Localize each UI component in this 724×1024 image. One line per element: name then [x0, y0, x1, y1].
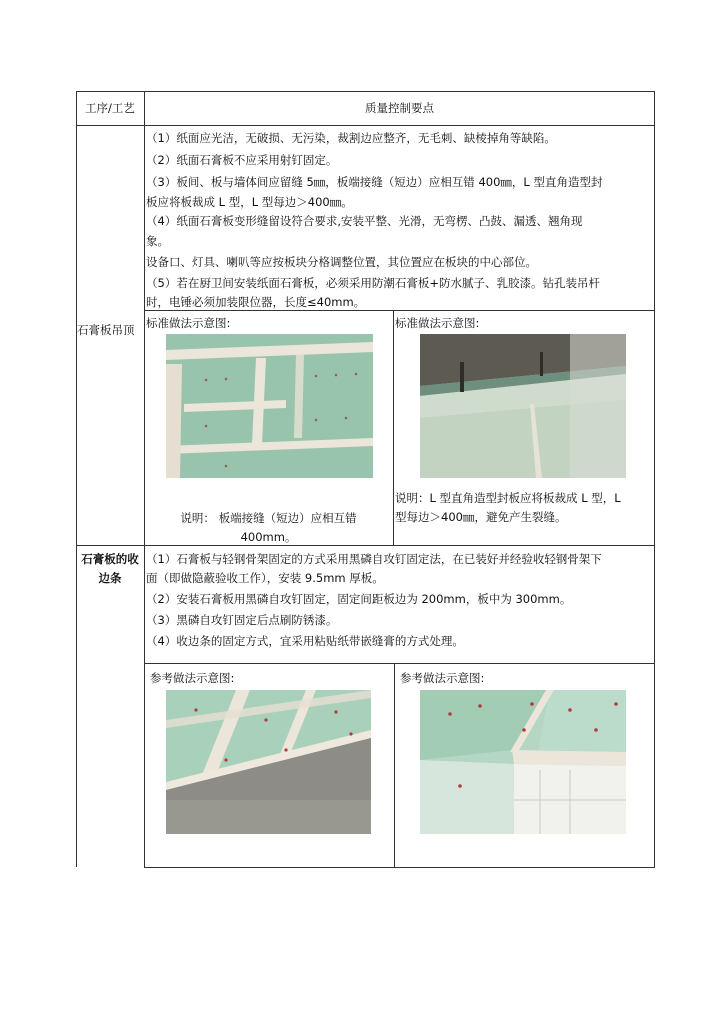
section2-name-line2: 边条 [98, 571, 122, 585]
s1-point-2: （2）纸面石膏板不应采用射钉固定。 [146, 153, 338, 167]
photo-edge-strip-wall [166, 690, 371, 834]
s1-point-5b: 时，电锤必须加装限位器，长度≤40mm。 [146, 295, 366, 309]
s2-right-caption: 参考做法示意图: [400, 671, 485, 685]
s1-right-note-2: 型每边＞400㎜，避免产生裂缝。 [395, 510, 567, 524]
header-process: 工序/工艺 [85, 101, 135, 115]
s2-point-2: （2）安装石膏板用黑磷自攻钉固定，固定间距板边为 200mm，板中为 300mm。 [146, 592, 572, 606]
s2-left-caption: 参考做法示意图: [150, 671, 235, 685]
s1-left-caption: 标准做法示意图: [146, 316, 231, 330]
s1-point-5a: （5）若在厨卫间安装纸面石膏板，必须采用防潮石膏板+防水腻子、乳胶漆。钻孔装吊杆 [146, 276, 600, 290]
header-quality-points: 质量控制要点 [365, 101, 434, 115]
s1-right-caption: 标准做法示意图: [395, 316, 480, 330]
table-left-border [76, 91, 77, 867]
s1-point-4a: （4）纸面石膏板变形缝留设符合要求,安装平整、光滑，无弯楞、凸鼓、漏透、翘角现 [146, 214, 583, 228]
table-top-border [76, 91, 655, 92]
section2-name-line1: 石膏板的收 [81, 552, 139, 566]
s1-point-1: （1）纸面应光洁，无破损、无污染，裁割边应整齐，无毛刺、缺棱掉角等缺陷。 [146, 131, 556, 145]
section1-image-divider [393, 310, 394, 545]
s2-point-3: （3）黑磷自攻钉固定后点刷防锈漆。 [146, 613, 338, 627]
s1-point-3b: 板应将板裁成 L 型，L 型每边＞400㎜。 [146, 195, 353, 209]
header-bottom-border [76, 125, 655, 126]
s2-point-4: （4）收边条的固定方式，宜采用粘贴纸带嵌缝膏的方式处理。 [146, 634, 464, 648]
table-right-border [654, 91, 655, 867]
section2-points-bottom-border [144, 663, 655, 664]
column-divider [144, 91, 145, 867]
s1-point-3a: （3）板间、板与墙体间应留缝 5㎜，板端接缝（短边）应相互错 400㎜，L 型直角造型封 [146, 175, 603, 189]
table-bottom-border [144, 867, 655, 868]
section1-name: 石膏板吊顶 [77, 323, 135, 337]
s2-point-1a: （1）石膏板与轻钢骨架固定的方式采用黑磷自攻钉固定法，在已装好并经验收轻钢骨架下 [146, 552, 602, 566]
photo-ceiling-corner [420, 690, 626, 834]
photo-l-shaped-ceiling [420, 334, 626, 478]
s1-right-note-1: 说明：L 型直角造型封板应将板裁成 L 型，L [395, 491, 621, 505]
s1-point-device: 设备口、灯具、喇叭等应按板块分格调整位置，其位置应在板块的中心部位。 [146, 255, 537, 269]
section2-image-divider [394, 663, 395, 867]
s2-point-1b: 面（即做隐蔽验收工作），安装 9.5mm 厚板。 [146, 571, 384, 585]
s1-left-note-2: 400mm。 [240, 530, 297, 544]
s1-point-4b: 象。 [146, 234, 169, 248]
s1-left-note-1: 说明： 板端接缝（短边）应相互错 [180, 511, 357, 525]
photo-board-joints [166, 334, 373, 478]
